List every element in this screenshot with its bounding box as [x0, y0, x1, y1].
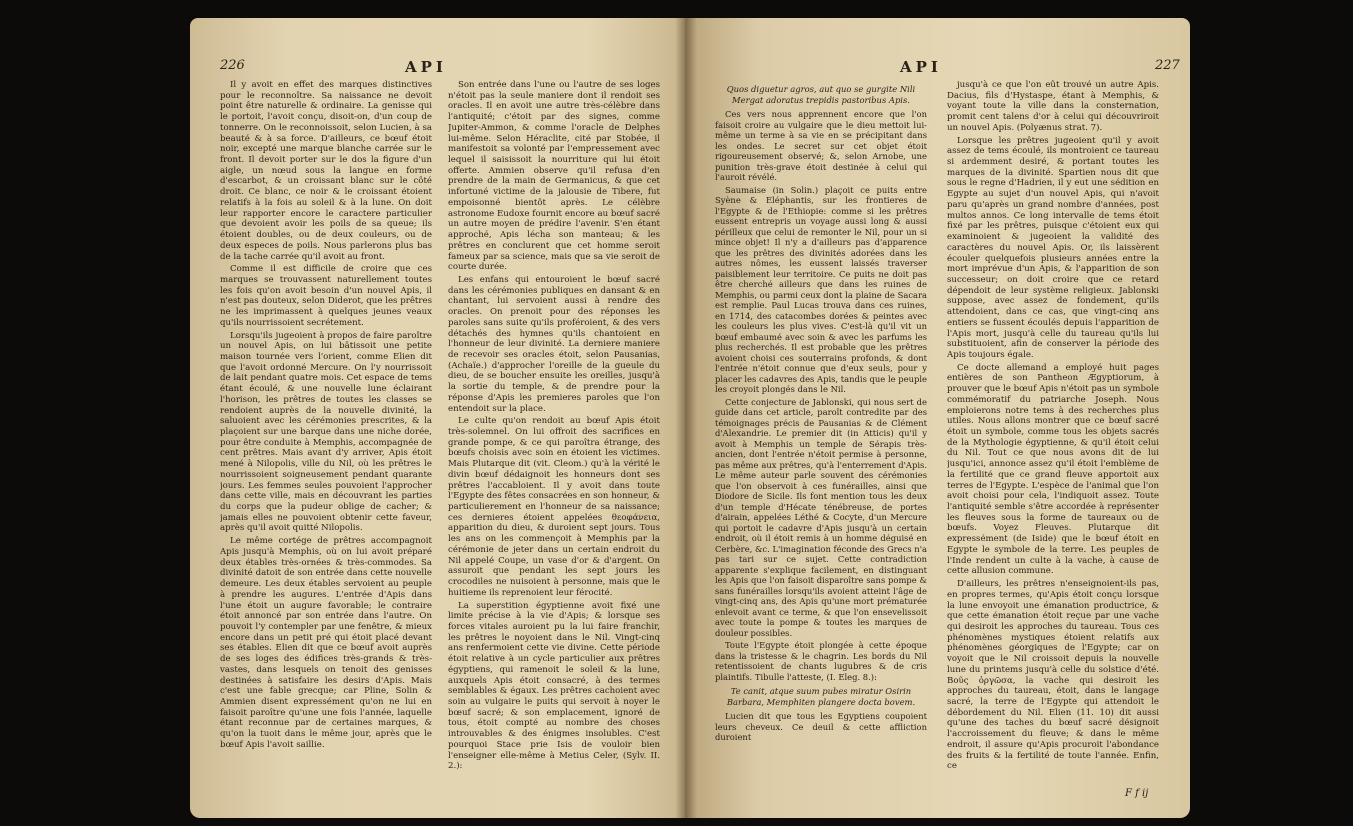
- running-head-right: API: [900, 58, 942, 76]
- quotation: Te canit, atque suum pubes miratur Osirin Barbara, Memphiten plangere docta bovem.: [726, 686, 916, 707]
- paragraph: Le même cortége de prêtres accompagnoit Apis jusqu'à Memphis, où on lui avoit préparé deux étables très-ornées & très-commodes. Sa divinité datoit de son entrée dans cette nouvelle demeure. Les deux étables servoient au peuple à prendre les augures. L'entrée d'Apis dans l'une étoit un augure favorable; le contraire étoit annoncé par son entrée dans l'autre. On pouvoit l'y contempler par une fenêtre, & mieux encore dans un petit pré qui étoit placé devant ses étables. Elien dit que ce bœuf avoit auprès de ses loges des édifices très-grands & très-vastes, dans lesquels on tenoit des genisses destinées à satisfaire les desirs d'Apis. Mais c'est une fable grecque; car Pline, Solin & Ammien disent expressément qu'on ne lui en faisoit paroître qu'une une fois l'année, laquelle étant reconnue par de certaines marques, & qu'on la tuoit dans le même jour, après que le bœuf Apis l'avoit saillie.: [220, 536, 432, 750]
- paragraph: Les enfans qui entouroient le bœuf sacré dans les cérémonies publiques en dansant & en chantant, lui servoient aussi à rendre des oracles. On prenoit pour des réponses les paroles sans suite qu'ils proféroient, & des vers détachés des hymnes qu'ils chantoient en l'honneur de leur divinité. La derniere maniere de recevoir ses oracles étoit, selon Pausanias, (Achaïe.) d'approcher l'oreille de la gueule du dieu, de se boucher ensuite les oreilles, jusqu'à la sortie du temple, & de prendre pour la réponse d'Apis les premieres paroles que l'on entendoit sur la place.: [448, 274, 660, 414]
- signature-mark: F f ij: [1125, 788, 1149, 799]
- paragraph: Saumaise (in Solin.) plaçoit ce puits entre Syène & Eléphantis, sur les frontieres de l'Egypte & de l'Ethiopie: comme si les prêtres eussent entrepris un voyage aussi long & aussi périlleux que celui de remonter le Nil, pour un si mince objet! Il n'y a d'ailleurs pas d'apparence que les prêtres des divinités adorées dans les autres nômes, les eussent laissés traverser paisiblement leur territoire. Ce puits ne doit pas être cherché ailleurs que dans les ruines de Memphis, ou parmi ceux dont la plaine de Sacara est remplie. Paul Lucas trouva dans ces ruines, en 1714, des catacombes dorées & peintes avec les couleurs les plus vives. C'est-là qu'il vit un bœuf embaumé avec soin & avec les parfums les plus recherchés. Il est probable que les prêtres avoient choisi ces souterrains profonds, & dont l'entrée n'étoit connue que d'eux seuls, pour y placer les cadavres des Apis, tandis que le peuple les croyoit plongés dans le Nil.: [715, 184, 927, 394]
- paragraph: Lorsqu'ils jugeoient à propos de faire paroître un nouvel Apis, on lui bâtissoit une petite maison tournée vers l'orient, comme Elien dit que l'avoit ordonné Mercure. On l'y nourrissoit de lait pendant quatre mois. Cet espace de tems étant écoulé, & une nouvelle lune éclairant l'horison, les prêtres de toutes les classes se rendoient auprès de la nouvelle divinité, la saluoient avec les cérémonies prescrites, & la plaçoient sur une barque dans une niche dorée, pour être conduite à Memphis, accompagnée de cent prêtres. Mais avant d'y arriver, Apis étoit mené à Nilopolis, ville du Nil, où les prêtres le nourrissoient soigneusement pendant quarante jours. Les femmes seules pouvoient l'approcher dans cette ville, mais en découvrant les parties du corps que la pudeur oblige de cacher; & jamais elles ne pouvoient obtenir cette faveur, après qu'il avoit quitté Nilopolis.: [220, 330, 432, 534]
- right-page: [685, 18, 1190, 818]
- paragraph: Il y avoit en effet des marques distinctives pour le reconnoître. Sa naissance ne devoit point être naturelle & ordinaire. La genisse qui le portoit, l'avoit conçu, disoit-on, d'un coup de tonnerre. On le reconnoissoit, selon Lucien, à sa beauté & à sa force. D'ailleurs, ce bœuf étoit noir, excepté une marque blanche carrée sur le front. Il devoit porter sur le dos la figure d'un aigle, un nœud sous la langue en forme d'escarbot, & un croissant blanc sur le côté droit. Ce blanc, ce noir & le croissant étoient relatifs à la fois au soleil & à la lune. On doit leur rapporter encore le caractere particulier que devoient avoir les poils de sa queue; ils étoient doubles, ou de deux couleurs, ou de deux especes de poils. Nous parlerons plus bas de la tache carrée qu'il avoit au front.: [220, 80, 432, 262]
- paragraph: Le culte qu'on rendoit au bœuf Apis étoit très-solemnel. On lui offroit des sacrifices en grande pompe, & ce qui paroîtra étrange, des bœufs choisis avec soin en étoient les victimes. Mais Plutarque dit (vit. Cleom.) qu'à la vérité le divin bœuf dédaignoit les honneurs dont ses prêtres l'accabloient. Il y avoit dans toute l'Egypte des fêtes consacrées en son honneur, & particulierement en l'honneur de sa naissance; ces dernieres étoient appelées θεοφάνεια, apparition du dieu, & duroient sept jours. Tous les ans on les commençoit à Memphis par la cérémonie de jeter dans un certain endroit du Nil appelé Coupe, un vase d'or & d'argent. On assuroit que pendant les sept jours les crocodiles ne nuisoient à personne, mais que le huitieme ils reprenoient leur férocité.: [448, 416, 660, 598]
- paragraph: La superstition égyptienne avoit fixé une limite précise à la vie d'Apis; & lorsque ses forces vitales auroient pu la lui faire franchir, les prêtres le noyoient dans le Nil. Vingt-cinq ans renfermoient cette vie divine. Cette période étoit relative à un cycle particulier aux prêtres égyptiens, qui ramenoit le soleil & la lune, auxquels Apis étoit consacré, à des termes semblables & égaux. Les prêtres cachoient avec soin au vulgaire le puits qui servoit à noyer le bœuf sacré; & son emplacement, ignoré de tous, étoit compté au nombre des choses introuvables & des énigmes insolubles. C'est pourquoi Stace prie Isis de vouloir bien l'enseigner elle-même à Metius Celer, (Sylv. II. 2.):: [448, 600, 660, 772]
- page-number-right: 227: [1155, 58, 1180, 73]
- right-column-2: [947, 80, 1159, 774]
- paragraph: Ces vers nous apprennent encore que l'on faisoit croire au vulgaire que le dieu mettoit lui-même un terme à sa vie en se précipitant dans les ondes. Le secret sur cet objet étoit rigoureusement observé; &, selon Arnobe, une punition très-grave étoit destinée à celui qui l'auroit révélé.: [715, 109, 927, 182]
- paragraph: Toute l'Egypte étoit plongée à cette époque dans la tristesse & le chagrin. Les bords du Nil retentissoient de chants lugubres & de cris plaintifs. Tibulle l'atteste, (I. Eleg. 8.):: [715, 640, 927, 682]
- open-book: [190, 18, 1190, 818]
- book-gutter: [675, 18, 697, 818]
- left-page: [190, 18, 685, 818]
- left-column-1: [220, 80, 432, 753]
- left-column-2: [448, 80, 660, 774]
- paragraph: Comme il est difficile de croire que ces marques se trouvassent naturellement toutes les fois qu'on avoit besoin d'un nouvel Apis, il n'est pas douteux, selon Diderot, que les prêtres ne les imprimassent à quelques jeunes veaux qu'ils nourrissoient secrétement.: [220, 264, 432, 328]
- paragraph: Ce docte allemand a employé huit pages entières de son Pantheon Ægyptiorum, à prouver que le bœuf Apis n'étoit pas un symbole commémoratif du patriarche Joseph. Nous emploierons notre tems à des recherches plus utiles. Nous allons montrer que ce bœuf sacré étoit un symbole, comme tous les objets sacrés de la Mythologie égyptienne, & qu'il étoit celui du Nil. Tout ce que nous avons dit de lui jusqu'ici, annonce assez qu'il étoit l'emblème de la fertilité que ce grand fleuve apportoit aux terres de l'Egypte. L'espèce de l'animal que l'on avoit choisi pour cela, l'indiquoit assez. Toute l'antiquité semble s'être accordée à représenter les fleuves sous la forme de taureaux ou de bœufs. Voyez Fleuves. Plutarque dit expressément (de Iside) que le bœuf étoit en Egypte le symbole de la terre. Les peuples de l'Inde rendent un culte à la vache, à cause de cette allusion commune.: [947, 362, 1159, 577]
- paragraph: Lorsque les prêtres jugeoient qu'il y avoit assez de tems écoulé, ils montroient ce taureau si ardemment desiré, & portant toutes les marques de la divinité. Spartien nous dit que sous le regne d'Hadrien, il y eut une sédition en Egypte au sujet d'un nouvel Apis, qui n'avoit paru qu'après un grand nombre d'années, post multos annos. Ce long intervalle de tems étoit fixé par les prêtres, puisque c'étoient eux qui examinoient & jugeoient la validité des caractères du nouvel Apis. Or, ils laissèrent écouler quelquefois plusieurs années entre la mort imprévue d'un Apis, & l'apparition de son successeur; on doit croire que ce retard dépendoit de leur système religieux. Jablonski suppose, avec assez de fondement, qu'ils attendoient, dans ce cas, que vingt-cinq ans entiers se fussent écoulés depuis l'apparition de l'Apis mort, jusqu'à celle du taureau qu'ils lui substituoient, afin de conserver la période des Apis toujours égale.: [947, 135, 1159, 360]
- right-column-1: [715, 80, 927, 745]
- paragraph: Lucien dit que tous les Egyptiens coupoient leurs cheveux. Ce deuil & cette affliction duroient: [715, 711, 927, 742]
- quotation: Quos diguetur agros, aut quo se gurgite Nili Mergat adoratus trepidis pastoribus Apis.: [726, 84, 916, 105]
- page-number-left: 226: [220, 58, 245, 73]
- paragraph: jusqu'à ce que l'on eût trouvé un autre Apis. Dacius, fils d'Hystaspe, étant à Memphis, & voyant toute la ville dans la consternation, promit cent talens d'or à celui qui découvriroit un nouvel Apis. (Polyænus strat. 7).: [947, 80, 1159, 133]
- paragraph: D'ailleurs, les prêtres n'enseignoient-ils pas, en propres termes, qu'Apis étoit conçu lorsque la lune envoyoit une émanation productrice, & que cette émanation étoit reçue par une vache qui desiroit les approches du taureau. Tous ces phénomènes mystiques étoient relatifs aux phénomènes géorgiques de l'Egypte; car on voyoit que le Nil croissoit depuis la nouvelle lune du printems jusqu'à celle du solstice d'été. Βοῦς ὀργῶσα, la vache qui desiroit les approches du taureau, étoit, dans le langage sacré, la terre de l'Egypte qui attendoit le débordement du Nil. Elien (11. 10) dit aussi qu'une des taches du bœuf sacré désignoit l'accroissement du fleuve; & dans le même endroit, il assure qu'Apis procuroit l'abondance des fruits & la fertilité de toute l'année. Enfin, ce: [947, 579, 1159, 772]
- paragraph: Cette conjecture de Jablonski, qui nous sert de guide dans cet article, paroît contredite par des témoignages précis de Pausanias & de Clément d'Alexandrie. Le premier dit (in Atticis) qu'il y avoit à Memphis un temple de Sérapis très-ancien, dont l'entrée n'étoit permise à personne, pas même aux prêtres, qu'à l'enterrement d'Apis. Le même auteur parle souvent des cérémonies que l'on observoit à ces funérailles, ainsi que Diodore de Sicile. Ils font mention tous les deux d'un temple d'Hécate ténébreuse, de portes d'airain, appelées Léthé & Cocyte, d'un Mercure qui portoit le cadavre d'Apis jusqu'à un certain endroit, où il étoit remis à un homme déguisé en Cerbère, &c. L'imagination féconde des Grecs n'a pas tari sur ce sujet. Cette contradiction apparente s'explique facilement, en distinguant les Apis que l'on faisoit disparoître sans pompe & sans funérailles lorsqu'ils avoient atteint l'âge de vingt-cinq ans, des Apis qu'une mort prématurée enlevoit avant ce terme, & que l'on ensevelissoit avec toute la pompe & toutes les marques de douleur possibles.: [715, 396, 927, 638]
- paragraph: Son entrée dans l'une ou l'autre de ses loges n'étoit pas la seule maniere dont il rendoit ses oracles. Il en avoit une autre très-célèbre dans l'antiquité; c'étoit par des signes, comme Jupiter-Ammon, & comme l'oracle de Delphes lui-même. Selon Héraclite, cité par Stobée, il manifestoit sa volonté par l'empressement avec lequel il saisissoit la nourriture qui lui étoit offerte. Ammien observe qu'il refusa d'en prendre de la main de Germanicus, & que cet infortuné victime de la jalousie de Tibere, fut empoisonné bientôt après. Le célèbre astronome Eudoxe fournit encore au bœuf sacré un autre moyen de prédire l'avenir. S'en étant approché, Apis lécha son manteau; & les prêtres en conclurent que cet homme seroit fameux par sa science, mais que sa vie seroit de courte durée.: [448, 80, 660, 273]
- running-head-left: API: [405, 58, 447, 76]
